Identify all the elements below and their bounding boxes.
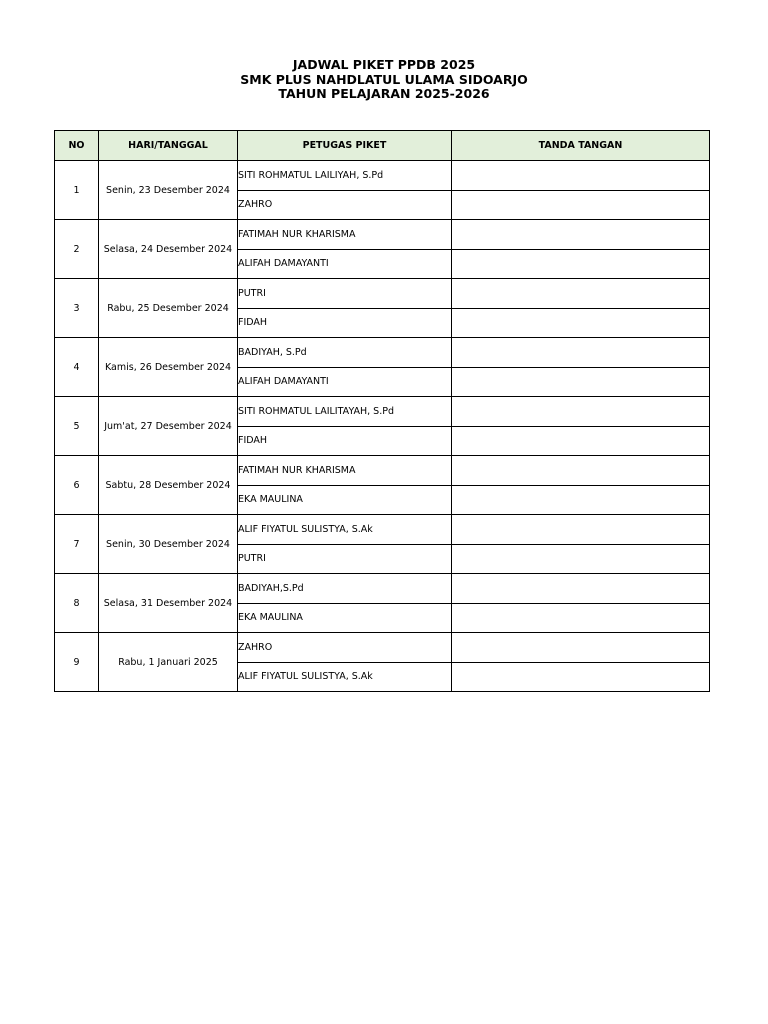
table-row [55, 161, 710, 191]
cell-staff: ALIF FIYATUL SULISTYA, S.Ak [238, 662, 452, 692]
title-line-2: SMK PLUS NAHDLATUL ULAMA SIDOARJO [240, 71, 528, 87]
cell-signature [452, 279, 710, 309]
table-row [55, 574, 710, 604]
cell-date: Senin, 30 Desember 2024 [99, 515, 238, 574]
cell-staff: BADIYAH, S.Pd [238, 338, 452, 368]
header-row [55, 131, 710, 161]
header-no: NO [55, 131, 99, 161]
cell-signature [452, 515, 710, 545]
table-row [55, 397, 710, 427]
cell-staff: SITI ROHMATUL LAILITAYAH, S.Pd [238, 397, 452, 427]
title-line-3: TAHUN PELAJARAN 2025-2026 [278, 86, 490, 102]
cell-no: 3 [55, 279, 99, 338]
cell-staff: BADIYAH,S.Pd [238, 574, 452, 604]
cell-date: Rabu, 25 Desember 2024 [99, 279, 238, 338]
header-date: HARI/TANGGAL [99, 131, 238, 161]
cell-staff: ZAHRO [238, 633, 452, 663]
cell-signature [452, 456, 710, 486]
cell-staff: FIDAH [238, 426, 452, 456]
cell-no: 4 [55, 338, 99, 397]
cell-staff: PUTRI [238, 544, 452, 574]
cell-signature [452, 308, 710, 338]
schedule-body [55, 161, 710, 692]
cell-staff: SITI ROHMATUL LAILIYAH, S.Pd [238, 161, 452, 191]
cell-date: Rabu, 1 Januari 2025 [99, 633, 238, 692]
title-line-1: JADWAL PIKET PPDB 2025 [292, 57, 476, 72]
document-title [0, 58, 768, 102]
cell-date: Jum'at, 27 Desember 2024 [99, 397, 238, 456]
cell-signature [452, 485, 710, 515]
header-staff: PETUGAS PIKET [238, 131, 452, 161]
table-row [55, 633, 710, 663]
cell-staff: FATIMAH NUR KHARISMA [238, 456, 452, 486]
cell-signature [452, 633, 710, 663]
header-signature: TANDA TANGAN [452, 131, 710, 161]
cell-signature [452, 249, 710, 279]
cell-signature [452, 544, 710, 574]
cell-staff: ZAHRO [238, 190, 452, 220]
cell-staff: EKA MAULINA [238, 603, 452, 633]
cell-signature [452, 662, 710, 692]
cell-no: 6 [55, 456, 99, 515]
cell-no: 9 [55, 633, 99, 692]
table-row [55, 220, 710, 250]
cell-signature [452, 426, 710, 456]
cell-date: Selasa, 31 Desember 2024 [99, 574, 238, 633]
cell-signature [452, 338, 710, 368]
table-row [55, 456, 710, 486]
schedule-table [54, 130, 710, 692]
cell-date: Senin, 23 Desember 2024 [99, 161, 238, 220]
table-row [55, 515, 710, 545]
cell-staff: ALIFAH DAMAYANTI [238, 249, 452, 279]
table-row [55, 338, 710, 368]
cell-date: Selasa, 24 Desember 2024 [99, 220, 238, 279]
cell-staff: ALIFAH DAMAYANTI [238, 367, 452, 397]
cell-staff: FATIMAH NUR KHARISMA [238, 220, 452, 250]
cell-date: Sabtu, 28 Desember 2024 [99, 456, 238, 515]
cell-signature [452, 367, 710, 397]
cell-signature [452, 397, 710, 427]
cell-staff: EKA MAULINA [238, 485, 452, 515]
cell-no: 7 [55, 515, 99, 574]
cell-no: 2 [55, 220, 99, 279]
cell-signature [452, 190, 710, 220]
cell-signature [452, 574, 710, 604]
cell-signature [452, 220, 710, 250]
cell-signature [452, 161, 710, 191]
cell-staff: FIDAH [238, 308, 452, 338]
table-row [55, 279, 710, 309]
cell-staff: ALIF FIYATUL SULISTYA, S.Ak [238, 515, 452, 545]
cell-signature [452, 603, 710, 633]
cell-no: 5 [55, 397, 99, 456]
cell-staff: PUTRI [238, 279, 452, 309]
cell-no: 1 [55, 161, 99, 220]
cell-date: Kamis, 26 Desember 2024 [99, 338, 238, 397]
cell-no: 8 [55, 574, 99, 633]
